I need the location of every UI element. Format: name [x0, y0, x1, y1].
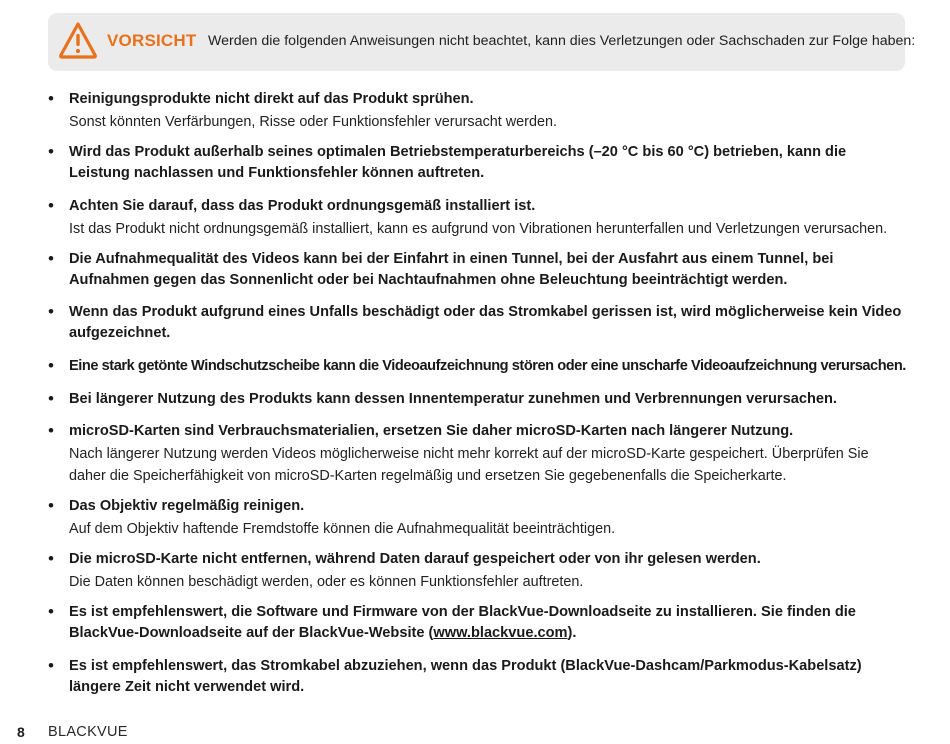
bullet: •: [48, 196, 54, 215]
item-heading-text: Es ist empfehlenswert, die Software und Firmware von der BlackVue-Downloadseite zu installieren. Sie finden die BlackVue-Downloadseite auf der BlackVue-Website (: [69, 604, 856, 641]
bullet: •: [48, 656, 54, 675]
item-heading: Reinigungsprodukte nicht direkt auf das Produkt sprühen.: [69, 91, 474, 107]
bullet: •: [48, 302, 54, 321]
bullet: •: [48, 602, 54, 621]
caution-title: VORSICHT: [107, 31, 197, 50]
item-heading: Wird das Produkt außerhalb seines optimalen Betriebstemperaturbereichs (–20 °C bis 60 °C) betrieben, kann die Leistung nachlassen und Funktionsfehler können auftreten.: [69, 144, 847, 181]
bullet: •: [48, 549, 54, 568]
item-heading: Es ist empfehlenswert, das Stromkabel abzuziehen, wenn das Produkt (BlackVue-Dashcam/Parkmodus-Kabelsatz) längere Zeit nicht verwendet wird.: [69, 658, 862, 695]
bullet: •: [48, 421, 54, 440]
item-heading: Die Aufnahmequalität des Videos kann bei der Einfahrt in einen Tunnel, bei der Ausfahrt aus einem Tunnel, bei Aufnahmen gegen das Sonnenlicht oder bei Nachtaufnahmen ohne Beleuchtung beeinträchtigt werden.: [69, 251, 834, 288]
item-description: Nach längerer Nutzung werden Videos möglicherweise nicht mehr korrekt auf der microSD-Karte gespeichert. Überprüfen Sie daher die Speicherfähigkeit von microSD-Karten regelmäßig und ersetzen Sie gegebenenfalls die Speicherkarte.: [69, 446, 869, 484]
caution-banner: [48, 13, 916, 71]
footer-brand: BLACKVUE: [48, 724, 128, 740]
item-heading: [69, 602, 907, 644]
bullet: •: [48, 496, 54, 515]
page-number: 8: [17, 724, 25, 740]
item-heading: Die microSD-Karte nicht entfernen, während Daten darauf gespeichert oder von ihr gelesen werden.: [69, 551, 761, 567]
bullet: •: [48, 249, 54, 268]
item-heading: microSD-Karten sind Verbrauchsmaterialien, ersetzen Sie daher microSD-Karten nach längerer Nutzung.: [69, 423, 794, 439]
caution-text: Werden die folgenden Anweisungen nicht beachtet, kann dies Verletzungen oder Sachschaden zur Folge haben:: [208, 33, 916, 49]
item-heading-text-end: ).: [567, 625, 577, 641]
warning-triangle-icon: [58, 21, 98, 59]
bullet: •: [48, 389, 54, 408]
item-heading: Wenn das Produkt aufgrund eines Unfalls beschädigt oder das Stromkabel gerissen ist, wird möglicherweise kein Video aufgezeichnet.: [69, 304, 902, 341]
bullet: •: [48, 356, 54, 375]
bullet: •: [48, 142, 54, 161]
item-description: Die Daten können beschädigt werden, oder es können Funktionsfehler auftreten.: [69, 574, 584, 590]
bullet: •: [48, 89, 54, 108]
item-heading: Bei längerer Nutzung des Produkts kann dessen Innentemperatur zunehmen und Verbrennungen verursachen.: [69, 391, 837, 407]
item-heading: Achten Sie darauf, dass das Produkt ordnungsgemäß installiert ist.: [69, 198, 536, 214]
item-heading: Eine stark getönte Windschutzscheibe kann die Videoaufzeichnung stören oder eine unscharfe Videoaufzeichnung verursachen.: [69, 358, 906, 374]
item-description: Auf dem Objektiv haftende Fremdstoffe können die Aufnahmequalität beeinträchtigen.: [69, 521, 616, 537]
item-heading: Das Objektiv regelmäßig reinigen.: [69, 498, 305, 514]
blackvue-website-link[interactable]: www.blackvue.com: [433, 625, 568, 641]
item-description: Ist das Produkt nicht ordnungsgemäß installiert, kann es aufgrund von Vibrationen herunterfallen und Verletzungen verursachen.: [69, 221, 888, 237]
item-description: Sonst könnten Verfärbungen, Risse oder Funktionsfehler verursacht werden.: [69, 114, 557, 130]
